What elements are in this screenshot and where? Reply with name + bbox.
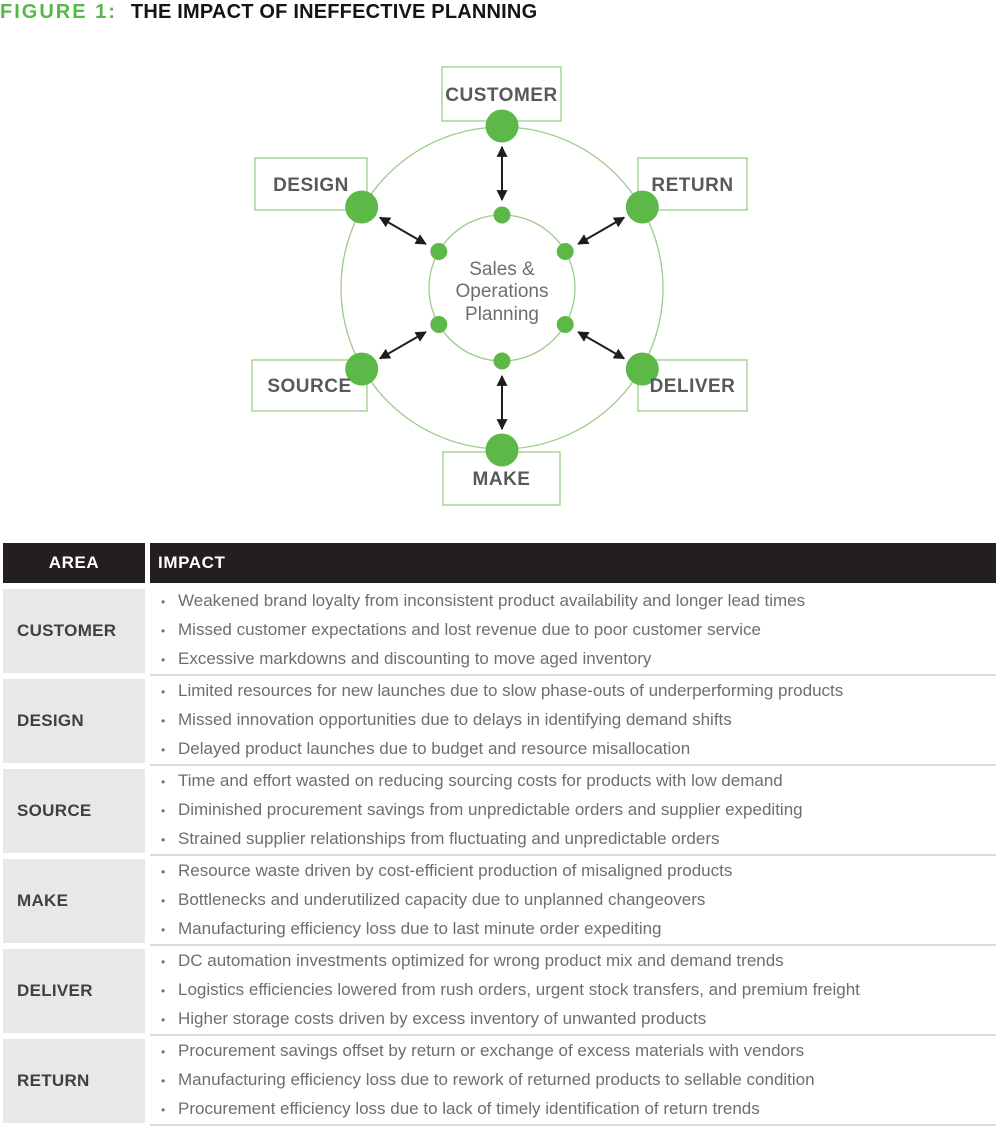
bullet-icon: •: [161, 713, 166, 728]
impact-item: [161, 735, 996, 764]
bullet-icon: •: [161, 1044, 166, 1059]
impact-cell: [150, 1036, 996, 1126]
node-label-make: MAKE: [472, 469, 531, 490]
figure-number-label: FIGURE 1:: [0, 1, 117, 23]
bullet-icon: •: [161, 893, 166, 908]
table-row-customer: [3, 586, 996, 676]
bullet-icon: •: [161, 594, 166, 609]
impact-header-cell: IMPACT: [150, 543, 996, 583]
node-label-source: SOURCE: [267, 376, 352, 397]
impact-text: DC automation investments optimized for wrong product mix and demand trends: [178, 950, 784, 970]
bullet-icon: •: [161, 922, 166, 937]
node-label-design: DESIGN: [273, 175, 349, 196]
impact-text: Resource waste driven by cost-efficient production of misaligned products: [178, 860, 733, 880]
area-header-cell: AREA: [3, 543, 145, 583]
table-row-make: [3, 856, 996, 946]
node-label-return: RETURN: [651, 175, 734, 196]
impact-text: Logistics efficiencies lowered from rush orders, urgent stock transfers, and premium freight: [178, 979, 860, 999]
hub-dot-source: [430, 316, 447, 333]
hub-label-line3: Planning: [465, 304, 539, 325]
impact-text: Strained supplier relationships from fluctuating and unpredictable orders: [178, 828, 720, 848]
area-label: CUSTOMER: [3, 589, 145, 673]
bullet-icon: •: [161, 1102, 166, 1117]
area-cell: [3, 946, 145, 1036]
impact-text: Missed innovation opportunities due to delays in identifying demand shifts: [178, 709, 732, 729]
impact-text: Weakened brand loyalty from inconsistent product availability and longer lead times: [178, 590, 806, 610]
impact-cell: [150, 586, 996, 676]
node-dot-design: [345, 191, 378, 224]
impact-text: Manufacturing efficiency loss due to rework of returned products to sellable condition: [178, 1069, 815, 1089]
hub-dot-deliver: [557, 316, 574, 333]
impact-text: Delayed product launches due to budget and resource misallocation: [178, 738, 691, 758]
area-cell: [3, 856, 145, 946]
bullet-icon: •: [161, 864, 166, 879]
area-cell: [3, 676, 145, 766]
bullet-icon: •: [161, 774, 166, 789]
bullet-icon: •: [161, 954, 166, 969]
hub-dot-return: [557, 243, 574, 260]
impact-text: Missed customer expectations and lost revenue due to poor customer service: [178, 619, 762, 639]
area-label: RETURN: [3, 1039, 145, 1123]
table-header-row: [3, 543, 996, 583]
hub-dot-customer: [494, 207, 511, 224]
hub-dot-design: [430, 243, 447, 260]
impact-cell: [150, 676, 996, 766]
bullet-icon: •: [161, 803, 166, 818]
area-cell: [3, 766, 145, 856]
area-label: MAKE: [3, 859, 145, 943]
bullet-icon: •: [161, 1073, 166, 1088]
impact-cell: [150, 856, 996, 946]
node-dot-make: [486, 434, 519, 467]
impact-item: [161, 1095, 996, 1124]
table-row-return: [3, 1036, 996, 1126]
impact-item: [161, 677, 996, 706]
bullet-icon: •: [161, 1012, 166, 1027]
sop-diagram-canvas: [0, 55, 1000, 520]
impact-item: [161, 645, 996, 674]
impact-item: [161, 976, 996, 1005]
impact-text: Time and effort wasted on reducing sourcing costs for products with low demand: [178, 770, 783, 790]
impact-item: [161, 915, 996, 944]
table-row-design: [3, 676, 996, 766]
bullet-icon: •: [161, 983, 166, 998]
table-row-source: [3, 766, 996, 856]
impact-text: Limited resources for new launches due to slow phase-outs of underperforming products: [178, 680, 844, 700]
area-label: SOURCE: [3, 769, 145, 853]
area-label: DESIGN: [3, 679, 145, 763]
bullet-icon: •: [161, 832, 166, 847]
impact-item: [161, 1005, 996, 1034]
impact-text: Procurement efficiency loss due to lack of timely identification of return trends: [178, 1098, 760, 1118]
area-label: DELIVER: [3, 949, 145, 1033]
impact-item: [161, 825, 996, 854]
impact-item: [161, 767, 996, 796]
impact-item: [161, 1066, 996, 1095]
impact-text: Diminished procurement savings from unpredictable orders and supplier expediting: [178, 799, 803, 819]
impact-text: Manufacturing efficiency loss due to last minute order expediting: [178, 918, 662, 938]
node-dot-customer: [486, 110, 519, 143]
bullet-icon: •: [161, 623, 166, 638]
spoke-arrow-design: [380, 218, 426, 245]
impact-item: [161, 587, 996, 616]
impact-text: Higher storage costs driven by excess inventory of unwanted products: [178, 1008, 707, 1028]
spoke-arrow-deliver: [578, 332, 624, 359]
spoke-arrow-return: [578, 218, 624, 245]
bullet-icon: •: [161, 652, 166, 667]
figure-title-text: THE IMPACT OF INEFFECTIVE PLANNING: [130, 1, 538, 23]
impact-text: Procurement savings offset by return or exchange of excess materials with vendors: [178, 1040, 805, 1060]
hub-dot-make: [494, 353, 511, 370]
table-body: [3, 586, 996, 1126]
impact-text: Excessive markdowns and discounting to move aged inventory: [178, 648, 652, 668]
impact-item: [161, 616, 996, 645]
impact-item: [161, 706, 996, 735]
node-label-deliver: DELIVER: [649, 376, 736, 397]
impact-item: [161, 947, 996, 976]
area-cell: [3, 586, 145, 676]
spoke-arrow-source: [380, 332, 426, 359]
figure-caption: [0, 1, 537, 24]
impact-text: Bottlenecks and underutilized capacity due to unplanned changeovers: [178, 889, 706, 909]
sop-diagram: [0, 55, 1000, 520]
impact-item: [161, 1037, 996, 1066]
bullet-icon: •: [161, 684, 166, 699]
bullet-icon: •: [161, 742, 166, 757]
table-row-deliver: [3, 946, 996, 1036]
impact-item: [161, 857, 996, 886]
area-cell: [3, 1036, 145, 1126]
impact-cell: [150, 946, 996, 1036]
impact-item: [161, 796, 996, 825]
impact-table: [3, 543, 996, 1126]
impact-item: [161, 886, 996, 915]
node-label-customer: CUSTOMER: [445, 85, 558, 106]
hub-label-line2: Operations: [455, 281, 549, 302]
impact-cell: [150, 766, 996, 856]
hub-label-line1: Sales &: [469, 259, 535, 280]
